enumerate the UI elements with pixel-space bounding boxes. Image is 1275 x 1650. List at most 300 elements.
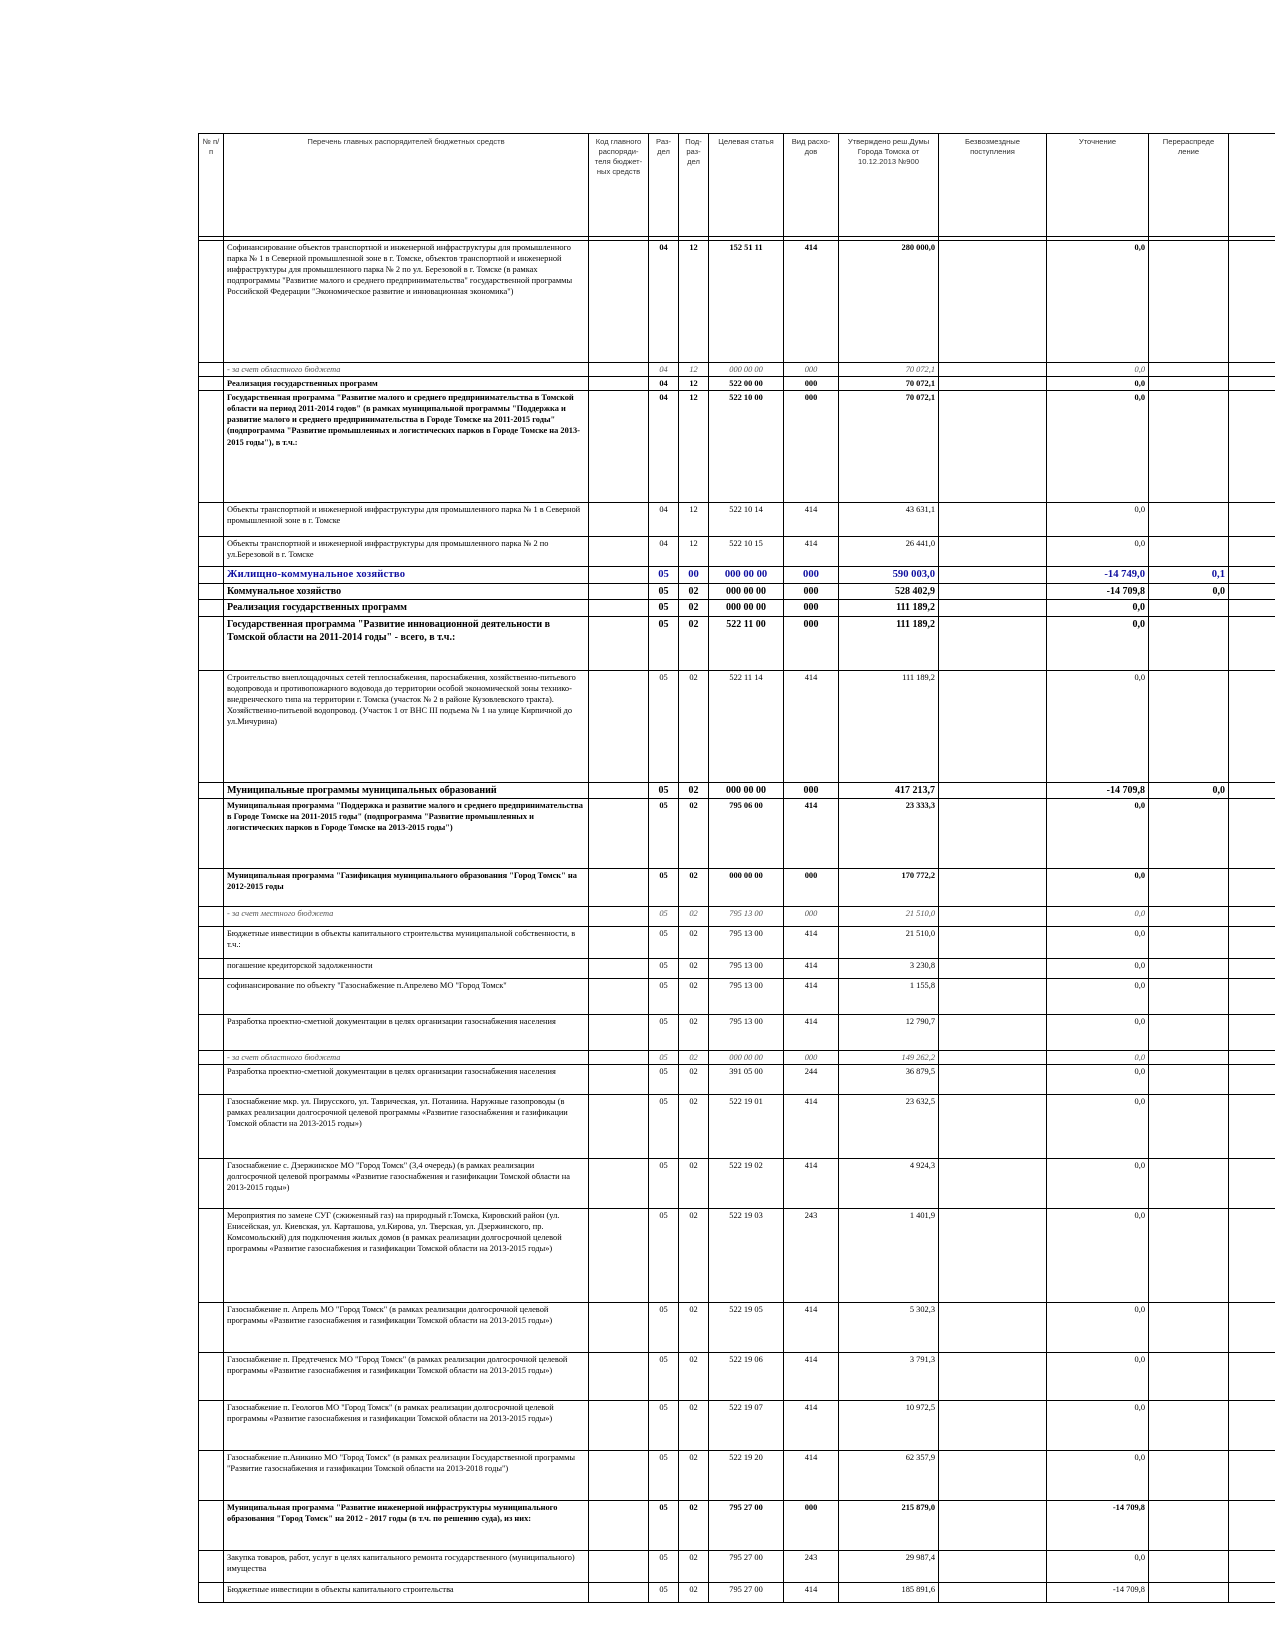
row-code — [589, 1050, 649, 1064]
row-grants — [939, 1014, 1047, 1050]
table-row — [199, 1014, 1275, 1050]
row-name: Реализация государственных программ — [224, 600, 589, 616]
row-podrazdel: 02 — [679, 926, 709, 958]
row-vid: 000 — [784, 782, 839, 798]
table-row — [199, 537, 1275, 567]
row-grants — [939, 1064, 1047, 1094]
row-code — [589, 1500, 649, 1550]
row-code — [589, 1208, 649, 1302]
row-vid: 000 — [784, 868, 839, 906]
row-grants — [939, 537, 1047, 567]
row-code — [589, 391, 649, 503]
row-razdel: 05 — [649, 670, 679, 782]
col-grants-header: Безвозмездные поступления — [939, 134, 1047, 237]
row-clarification: 0,0 — [1047, 1302, 1149, 1352]
row-redistribution — [1149, 906, 1229, 926]
row-vid: 414 — [784, 1582, 839, 1602]
row-extra — [1229, 926, 1275, 958]
row-clarification: 0,0 — [1047, 363, 1149, 377]
row-name: Разработка проектно-сметной документации в целях организации газоснабжения населения — [224, 1014, 589, 1050]
row-name: Газоснабжение п. Геологов МО "Город Томск" (в рамках реализации долгосрочной целевой программы «Развитие газоснабжения и газификации Томской области на 2013-2015 годы») — [224, 1400, 589, 1450]
row-name: - за счет местного бюджета — [224, 906, 589, 926]
row-approved: 3 791,3 — [839, 1352, 939, 1400]
row-podrazdel: 02 — [679, 958, 709, 978]
row-name: Газоснабжение с. Дзержинское МО "Город Томск" (3,4 очередь) (в рамках реализации долгосрочной целевой программы «Развитие газоснабжения и газификации Томской области на 2013-2015 годы») — [224, 1158, 589, 1208]
row-code — [589, 1582, 649, 1602]
table-row — [199, 670, 1275, 782]
row-statya: 522 00 00 — [709, 377, 784, 391]
row-redistribution — [1149, 1050, 1229, 1064]
row-extra — [1229, 584, 1275, 600]
row-statya: 522 19 05 — [709, 1302, 784, 1352]
row-name: Газоснабжение п. Апрель МО "Город Томск" (в рамках реализации долгосрочной целевой программы «Развитие газоснабжения и газификации Томской области на 2013-2015 годы») — [224, 1302, 589, 1352]
row-redistribution — [1149, 958, 1229, 978]
row-vid: 414 — [784, 1400, 839, 1450]
row-code — [589, 868, 649, 906]
row-vid: 000 — [784, 616, 839, 670]
table-row — [199, 1158, 1275, 1208]
row-razdel: 05 — [649, 798, 679, 868]
row-grants — [939, 1500, 1047, 1550]
table-row — [199, 1450, 1275, 1500]
row-extra — [1229, 670, 1275, 782]
row-num — [199, 1582, 224, 1602]
row-num — [199, 978, 224, 1014]
row-num — [199, 600, 224, 616]
row-vid: 414 — [784, 1094, 839, 1158]
row-name: - за счет областного бюджета — [224, 1050, 589, 1064]
row-num — [199, 868, 224, 906]
row-redistribution — [1149, 391, 1229, 503]
row-redistribution — [1149, 616, 1229, 670]
row-extra — [1229, 363, 1275, 377]
row-clarification: 0,0 — [1047, 926, 1149, 958]
row-grants — [939, 1158, 1047, 1208]
table-row — [199, 1302, 1275, 1352]
row-statya: 522 11 00 — [709, 616, 784, 670]
row-extra — [1229, 1208, 1275, 1302]
row-approved: 23 632,5 — [839, 1094, 939, 1158]
row-statya: 522 19 01 — [709, 1094, 784, 1158]
row-extra — [1229, 906, 1275, 926]
row-razdel: 05 — [649, 1014, 679, 1050]
row-razdel: 04 — [649, 391, 679, 503]
row-approved: 23 333,3 — [839, 798, 939, 868]
row-vid: 000 — [784, 363, 839, 377]
row-razdel: 05 — [649, 567, 679, 584]
row-razdel: 05 — [649, 1400, 679, 1450]
row-extra — [1229, 241, 1275, 363]
row-statya: 522 10 15 — [709, 537, 784, 567]
row-statya: 522 11 14 — [709, 670, 784, 782]
table-row — [199, 1208, 1275, 1302]
row-extra — [1229, 1302, 1275, 1352]
row-podrazdel: 12 — [679, 377, 709, 391]
row-statya: 000 00 00 — [709, 567, 784, 584]
row-vid: 414 — [784, 670, 839, 782]
row-vid: 000 — [784, 391, 839, 503]
table-row — [199, 868, 1275, 906]
row-approved: 36 879,5 — [839, 1064, 939, 1094]
row-podrazdel: 02 — [679, 1400, 709, 1450]
row-vid: 414 — [784, 537, 839, 567]
row-num — [199, 906, 224, 926]
row-name: Муниципальные программы муниципальных образований — [224, 782, 589, 798]
row-approved: 10 972,5 — [839, 1400, 939, 1450]
row-redistribution — [1149, 926, 1229, 958]
row-clarification: 0,0 — [1047, 391, 1149, 503]
row-code — [589, 503, 649, 537]
row-statya: 795 27 00 — [709, 1582, 784, 1602]
row-clarification: 0,0 — [1047, 600, 1149, 616]
row-code — [589, 1450, 649, 1500]
row-clarification: -14 749,0 — [1047, 567, 1149, 584]
row-podrazdel: 02 — [679, 600, 709, 616]
row-podrazdel: 02 — [679, 798, 709, 868]
row-clarification: 0,0 — [1047, 798, 1149, 868]
row-grants — [939, 567, 1047, 584]
row-name: Газоснабжение мкр. ул. Пирусского, ул. Таврическая, ул. Потанина. Наружные газопроводы (в рамках реализации долгосрочной целевой программы «Развитие газоснабжения и газификации Томской области на 2013-2015 годы») — [224, 1094, 589, 1158]
row-statya: 391 05 00 — [709, 1064, 784, 1094]
row-num — [199, 1208, 224, 1302]
row-grants — [939, 1450, 1047, 1500]
row-extra — [1229, 1094, 1275, 1158]
row-vid: 414 — [784, 1014, 839, 1050]
row-vid: 414 — [784, 503, 839, 537]
row-code — [589, 567, 649, 584]
row-approved: 3 230,8 — [839, 958, 939, 978]
row-num — [199, 616, 224, 670]
row-razdel: 05 — [649, 1500, 679, 1550]
budget-table — [198, 133, 1275, 1603]
row-code — [589, 1014, 649, 1050]
row-grants — [939, 868, 1047, 906]
col-extra-header — [1229, 134, 1275, 237]
row-vid: 414 — [784, 1302, 839, 1352]
row-code — [589, 363, 649, 377]
row-grants — [939, 1208, 1047, 1302]
row-statya: 000 00 00 — [709, 782, 784, 798]
row-razdel: 04 — [649, 363, 679, 377]
row-redistribution — [1149, 670, 1229, 782]
row-redistribution: 0,1 — [1149, 567, 1229, 584]
row-podrazdel: 02 — [679, 670, 709, 782]
row-podrazdel: 12 — [679, 391, 709, 503]
row-approved: 70 072,1 — [839, 391, 939, 503]
row-vid: 000 — [784, 584, 839, 600]
row-vid: 414 — [784, 1352, 839, 1400]
row-grants — [939, 782, 1047, 798]
row-clarification: 0,0 — [1047, 1014, 1149, 1050]
row-podrazdel: 12 — [679, 363, 709, 377]
table-row — [199, 1064, 1275, 1094]
row-podrazdel: 02 — [679, 1094, 709, 1158]
row-name: Коммунальное хозяйство — [224, 584, 589, 600]
row-approved: 12 790,7 — [839, 1014, 939, 1050]
col-razdel-header: Раз-дел — [649, 134, 679, 237]
row-statya: 795 13 00 — [709, 906, 784, 926]
row-statya: 000 00 00 — [709, 600, 784, 616]
row-num — [199, 1158, 224, 1208]
row-razdel: 05 — [649, 782, 679, 798]
row-grants — [939, 1582, 1047, 1602]
row-statya: 522 10 14 — [709, 503, 784, 537]
row-clarification: 0,0 — [1047, 1352, 1149, 1400]
row-extra — [1229, 377, 1275, 391]
row-podrazdel: 02 — [679, 616, 709, 670]
row-num — [199, 1400, 224, 1450]
table-row — [199, 377, 1275, 391]
row-code — [589, 798, 649, 868]
row-approved: 26 441,0 — [839, 537, 939, 567]
row-clarification: 0,0 — [1047, 503, 1149, 537]
row-num — [199, 1550, 224, 1582]
row-statya: 795 13 00 — [709, 978, 784, 1014]
table-row — [199, 1500, 1275, 1550]
row-podrazdel: 02 — [679, 1158, 709, 1208]
col-podrazdel-header: Под-раз-дел — [679, 134, 709, 237]
row-vid: 414 — [784, 798, 839, 868]
row-grants — [939, 1094, 1047, 1158]
row-name: Муниципальная программа "Поддержка и развитие малого и среднего предпринимательства в Городе Томске на 2011-2015 годы" (подпрограмма "Развитие промышленных и логистических парков в Городе Томске на 2013-2015 годы") — [224, 798, 589, 868]
row-razdel: 04 — [649, 503, 679, 537]
row-name: Государственная программа "Развитие малого и среднего предпринимательства в Томской области на период 2011-2014 годов" (в рамках муниципальной программы "Поддержка и развитие малого и среднего предпринимательства в Городе Томске на 2011-2015 годы" (подпрограмма "Развитие промышленных и логистических парков в Городе Томске на 2013-2015 годы"), в т.ч.: — [224, 391, 589, 503]
row-num — [199, 958, 224, 978]
row-redistribution — [1149, 1400, 1229, 1450]
row-approved: 111 189,2 — [839, 670, 939, 782]
row-redistribution: 0,0 — [1149, 782, 1229, 798]
row-razdel: 05 — [649, 906, 679, 926]
row-approved: 590 003,0 — [839, 567, 939, 584]
row-razdel: 05 — [649, 1550, 679, 1582]
row-statya: 795 27 00 — [709, 1550, 784, 1582]
row-razdel: 04 — [649, 377, 679, 391]
row-razdel: 05 — [649, 1208, 679, 1302]
row-redistribution — [1149, 363, 1229, 377]
row-name: Реализация государственных программ — [224, 377, 589, 391]
row-statya: 522 19 07 — [709, 1400, 784, 1450]
row-code — [589, 978, 649, 1014]
row-clarification: -14 709,8 — [1047, 782, 1149, 798]
row-name: Софинансирование объектов транспортной и инженерной инфраструктуры для промышленного парка № 1 в Северной промышленной зоне в г. Томске, объектов транспортной и инженерной инфраструктуры для промышленного парка № 2 по ул. Березовой в г. Томске (в рамках подпрограммы "Развитие малого и среднего предпринимательства" государственной программы Российской Федерации "Экономическое развитие и инновационная экономика") — [224, 241, 589, 363]
row-num — [199, 926, 224, 958]
row-approved: 70 072,1 — [839, 377, 939, 391]
row-vid: 243 — [784, 1208, 839, 1302]
row-razdel: 05 — [649, 1050, 679, 1064]
row-podrazdel: 02 — [679, 1050, 709, 1064]
row-extra — [1229, 1550, 1275, 1582]
table-row — [199, 600, 1275, 616]
row-extra — [1229, 1400, 1275, 1450]
row-name: Муниципальная программа "Развитие инженерной инфраструктуры муниципального образования "Город Томск" на 2012 - 2017 годы (в т.ч. по решению суда), из них: — [224, 1500, 589, 1550]
row-statya: 522 19 20 — [709, 1450, 784, 1500]
row-approved: 62 357,9 — [839, 1450, 939, 1500]
row-razdel: 05 — [649, 1158, 679, 1208]
row-grants — [939, 1400, 1047, 1450]
row-num — [199, 1500, 224, 1550]
row-num — [199, 241, 224, 363]
row-podrazdel: 02 — [679, 1064, 709, 1094]
row-podrazdel: 02 — [679, 1450, 709, 1500]
row-redistribution — [1149, 241, 1229, 363]
row-code — [589, 537, 649, 567]
row-razdel: 05 — [649, 958, 679, 978]
row-approved: 170 772,2 — [839, 868, 939, 906]
row-name: Объекты транспортной и инженерной инфраструктуры для промышленного парка № 1 в Северной промышленной зоне в г. Томске — [224, 503, 589, 537]
row-statya: 795 13 00 — [709, 958, 784, 978]
row-clarification: 0,0 — [1047, 1450, 1149, 1500]
row-razdel: 04 — [649, 537, 679, 567]
row-podrazdel: 02 — [679, 1302, 709, 1352]
row-clarification: 0,0 — [1047, 978, 1149, 1014]
row-vid: 000 — [784, 1500, 839, 1550]
row-grants — [939, 616, 1047, 670]
row-razdel: 05 — [649, 600, 679, 616]
row-grants — [939, 241, 1047, 363]
row-grants — [939, 670, 1047, 782]
row-clarification: 0,0 — [1047, 1050, 1149, 1064]
row-extra — [1229, 868, 1275, 906]
table-row — [199, 567, 1275, 584]
col-clarification-header: Уточнение — [1047, 134, 1149, 237]
row-podrazdel: 02 — [679, 584, 709, 600]
row-extra — [1229, 958, 1275, 978]
table-row — [199, 1352, 1275, 1400]
row-clarification: 0,0 — [1047, 1400, 1149, 1450]
row-razdel: 04 — [649, 241, 679, 363]
row-code — [589, 584, 649, 600]
row-statya: 152 51 11 — [709, 241, 784, 363]
row-clarification: -14 709,8 — [1047, 584, 1149, 600]
row-grants — [939, 363, 1047, 377]
table-row — [199, 1400, 1275, 1450]
row-num — [199, 1302, 224, 1352]
row-num — [199, 798, 224, 868]
row-grants — [939, 926, 1047, 958]
row-approved: 185 891,6 — [839, 1582, 939, 1602]
row-num — [199, 1450, 224, 1500]
table-row — [199, 958, 1275, 978]
row-statya: 522 19 02 — [709, 1158, 784, 1208]
row-code — [589, 670, 649, 782]
row-name: Газоснабжение п. Предтеченск МО "Город Томск" (в рамках реализации долгосрочной целевой программы «Развитие газоснабжения и газификации Томской области на 2013-2015 годы») — [224, 1352, 589, 1400]
row-vid: 000 — [784, 1050, 839, 1064]
row-vid: 414 — [784, 1158, 839, 1208]
row-code — [589, 1302, 649, 1352]
row-approved: 43 631,1 — [839, 503, 939, 537]
row-vid: 244 — [784, 1064, 839, 1094]
row-approved: 4 924,3 — [839, 1158, 939, 1208]
row-redistribution — [1149, 377, 1229, 391]
row-vid: 000 — [784, 906, 839, 926]
row-name: Жилищно-коммунальное хозяйство — [224, 567, 589, 584]
row-vid: 000 — [784, 377, 839, 391]
row-name: Бюджетные инвестиции в объекты капитального строительства муниципальной собственности, в т.ч.: — [224, 926, 589, 958]
row-clarification: 0,0 — [1047, 670, 1149, 782]
table-row — [199, 926, 1275, 958]
row-redistribution — [1149, 1352, 1229, 1400]
table-body — [199, 241, 1275, 1603]
row-code — [589, 1158, 649, 1208]
row-grants — [939, 1550, 1047, 1582]
row-name: погашение кредиторской задолженности — [224, 958, 589, 978]
row-razdel: 05 — [649, 1302, 679, 1352]
row-clarification: 0,0 — [1047, 616, 1149, 670]
table-row — [199, 616, 1275, 670]
table-row — [199, 782, 1275, 798]
row-podrazdel: 02 — [679, 978, 709, 1014]
row-redistribution — [1149, 1014, 1229, 1050]
row-num — [199, 1050, 224, 1064]
row-num — [199, 377, 224, 391]
table-row — [199, 391, 1275, 503]
table-header-row — [199, 134, 1275, 237]
row-statya: 000 00 00 — [709, 363, 784, 377]
row-vid: 000 — [784, 567, 839, 584]
row-grants — [939, 503, 1047, 537]
row-name: Объекты транспортной и инженерной инфраструктуры для промышленного парка № 2 по ул.Березовой в г. Томске — [224, 537, 589, 567]
table-row — [199, 1582, 1275, 1602]
row-code — [589, 782, 649, 798]
row-razdel: 05 — [649, 926, 679, 958]
row-podrazdel: 02 — [679, 1352, 709, 1400]
row-approved: 111 189,2 — [839, 616, 939, 670]
row-code — [589, 958, 649, 978]
row-podrazdel: 12 — [679, 503, 709, 537]
row-podrazdel: 02 — [679, 782, 709, 798]
row-statya: 522 19 06 — [709, 1352, 784, 1400]
budget-table-sheet — [198, 133, 1275, 1603]
row-podrazdel: 02 — [679, 1550, 709, 1582]
row-extra — [1229, 1014, 1275, 1050]
row-podrazdel: 02 — [679, 906, 709, 926]
row-num — [199, 1094, 224, 1158]
row-statya: 795 13 00 — [709, 926, 784, 958]
row-code — [589, 926, 649, 958]
row-name: Муниципальная программа "Газификация муниципального образования "Город Томск" на 2012-2015 годы — [224, 868, 589, 906]
col-code-header: Код главного распоряди-теля бюджет-ных средств — [589, 134, 649, 237]
row-approved: 70 072,1 — [839, 363, 939, 377]
row-name: Государственная программа "Развитие инновационной деятельности в Томской области на 2011-2014 годы" - всего, в т.ч.: — [224, 616, 589, 670]
row-redistribution — [1149, 1094, 1229, 1158]
row-name: Разработка проектно-сметной документации в целях организации газоснабжения населения — [224, 1064, 589, 1094]
row-redistribution — [1149, 1550, 1229, 1582]
row-razdel: 05 — [649, 616, 679, 670]
row-code — [589, 1550, 649, 1582]
row-podrazdel: 12 — [679, 537, 709, 567]
row-redistribution: 0,0 — [1149, 584, 1229, 600]
table-row — [199, 1050, 1275, 1064]
row-statya: 000 00 00 — [709, 868, 784, 906]
row-name: Бюджетные инвестиции в объекты капитального строительства — [224, 1582, 589, 1602]
row-grants — [939, 1050, 1047, 1064]
row-razdel: 05 — [649, 1450, 679, 1500]
table-row — [199, 978, 1275, 1014]
row-approved: 280 000,0 — [839, 241, 939, 363]
row-name: Мероприятия по замене СУГ (сжиженный газ) на природный г.Томска, Кировский район (ул. Енисейская, ул. Киевская, ул. Карташова, ул.Кирова, ул. Тверская, ул. Дзержинского, пр. Комсомольский) для подключения жилых домов (в рамках реализации долгосрочной целевой программы «Развитие газоснабжения и газификации Томской области на 2013-2015 годы») — [224, 1208, 589, 1302]
table-row — [199, 241, 1275, 363]
row-vid: 414 — [784, 978, 839, 1014]
row-grants — [939, 600, 1047, 616]
row-extra — [1229, 1582, 1275, 1602]
row-vid: 000 — [784, 600, 839, 616]
row-approved: 1 155,8 — [839, 978, 939, 1014]
row-name: Закупка товаров, работ, услуг в целях капитального ремонта государственного (муниципального) имущества — [224, 1550, 589, 1582]
col-name-header: Перечень главных распорядителей бюджетных средств — [224, 134, 589, 237]
row-podrazdel: 00 — [679, 567, 709, 584]
row-razdel: 05 — [649, 584, 679, 600]
row-grants — [939, 1302, 1047, 1352]
